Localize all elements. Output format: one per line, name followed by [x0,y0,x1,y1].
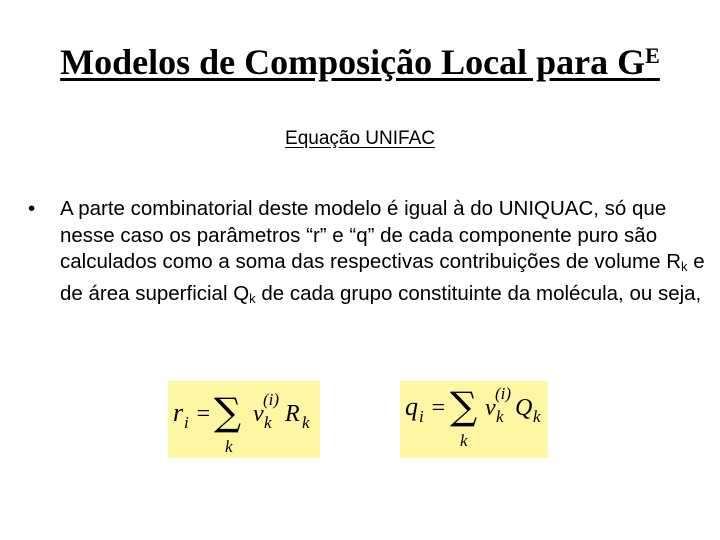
formula-q-equals: = [430,395,447,421]
formula-q-svg [400,381,548,458]
formula-r-lhs: r [173,398,184,427]
title-text [60,42,660,82]
formula-q-lhs: q [405,392,418,421]
formula-r-term: R [285,401,300,427]
formula-q [400,381,548,458]
bullet-sub-volume: k [681,259,688,274]
title-main: Modelos de Composição Local para G [60,42,646,82]
formula-q-lhs-sub: i [419,407,424,426]
formula-r-nu-sub: k [264,413,272,432]
slide-title [0,40,720,84]
formula-r-nu-sup: (i) [263,390,280,409]
formula-r-term-sub: k [302,413,310,432]
bullet-item [28,196,708,312]
formula-r-nu: ν [253,401,264,427]
formula-q-nu-sup: (i) [495,384,512,403]
bullet-text [60,196,708,312]
bullet-dot-icon: • [28,197,36,220]
slide-subtitle: Equação UNIFAC [285,128,435,149]
formula-r-sum-icon: ∑ [214,390,242,434]
formula-r-index: k [225,437,233,456]
formula-q-nu-sub: k [496,407,504,426]
bullet-text-part2: e de área superficial Q [60,250,705,305]
title-superscript: E [645,43,660,68]
bullet-text-part1: A parte combinatorial deste modelo é igual à do UNIQUAC, só que nesse caso os parâmetros “r” e “q” de cada componente puro são calculados como a soma das respectivas contribuições de volume R [60,197,681,273]
formula-r [168,381,320,458]
formula-q-nu: ν [485,395,496,421]
formula-q-term-sub: k [533,407,541,426]
bullet-text-part3: de cada grupo constituinte da molécula, ou seja, [255,281,702,305]
formula-r-lhs-sub: i [184,413,189,432]
formula-r-equals: = [195,401,212,427]
formula-q-sum-icon: ∑ [450,384,478,428]
formula-r-svg [168,381,320,458]
bullet-sub-area: k [249,290,256,306]
formula-q-term: Q [515,395,533,421]
formula-q-index: k [460,431,468,450]
